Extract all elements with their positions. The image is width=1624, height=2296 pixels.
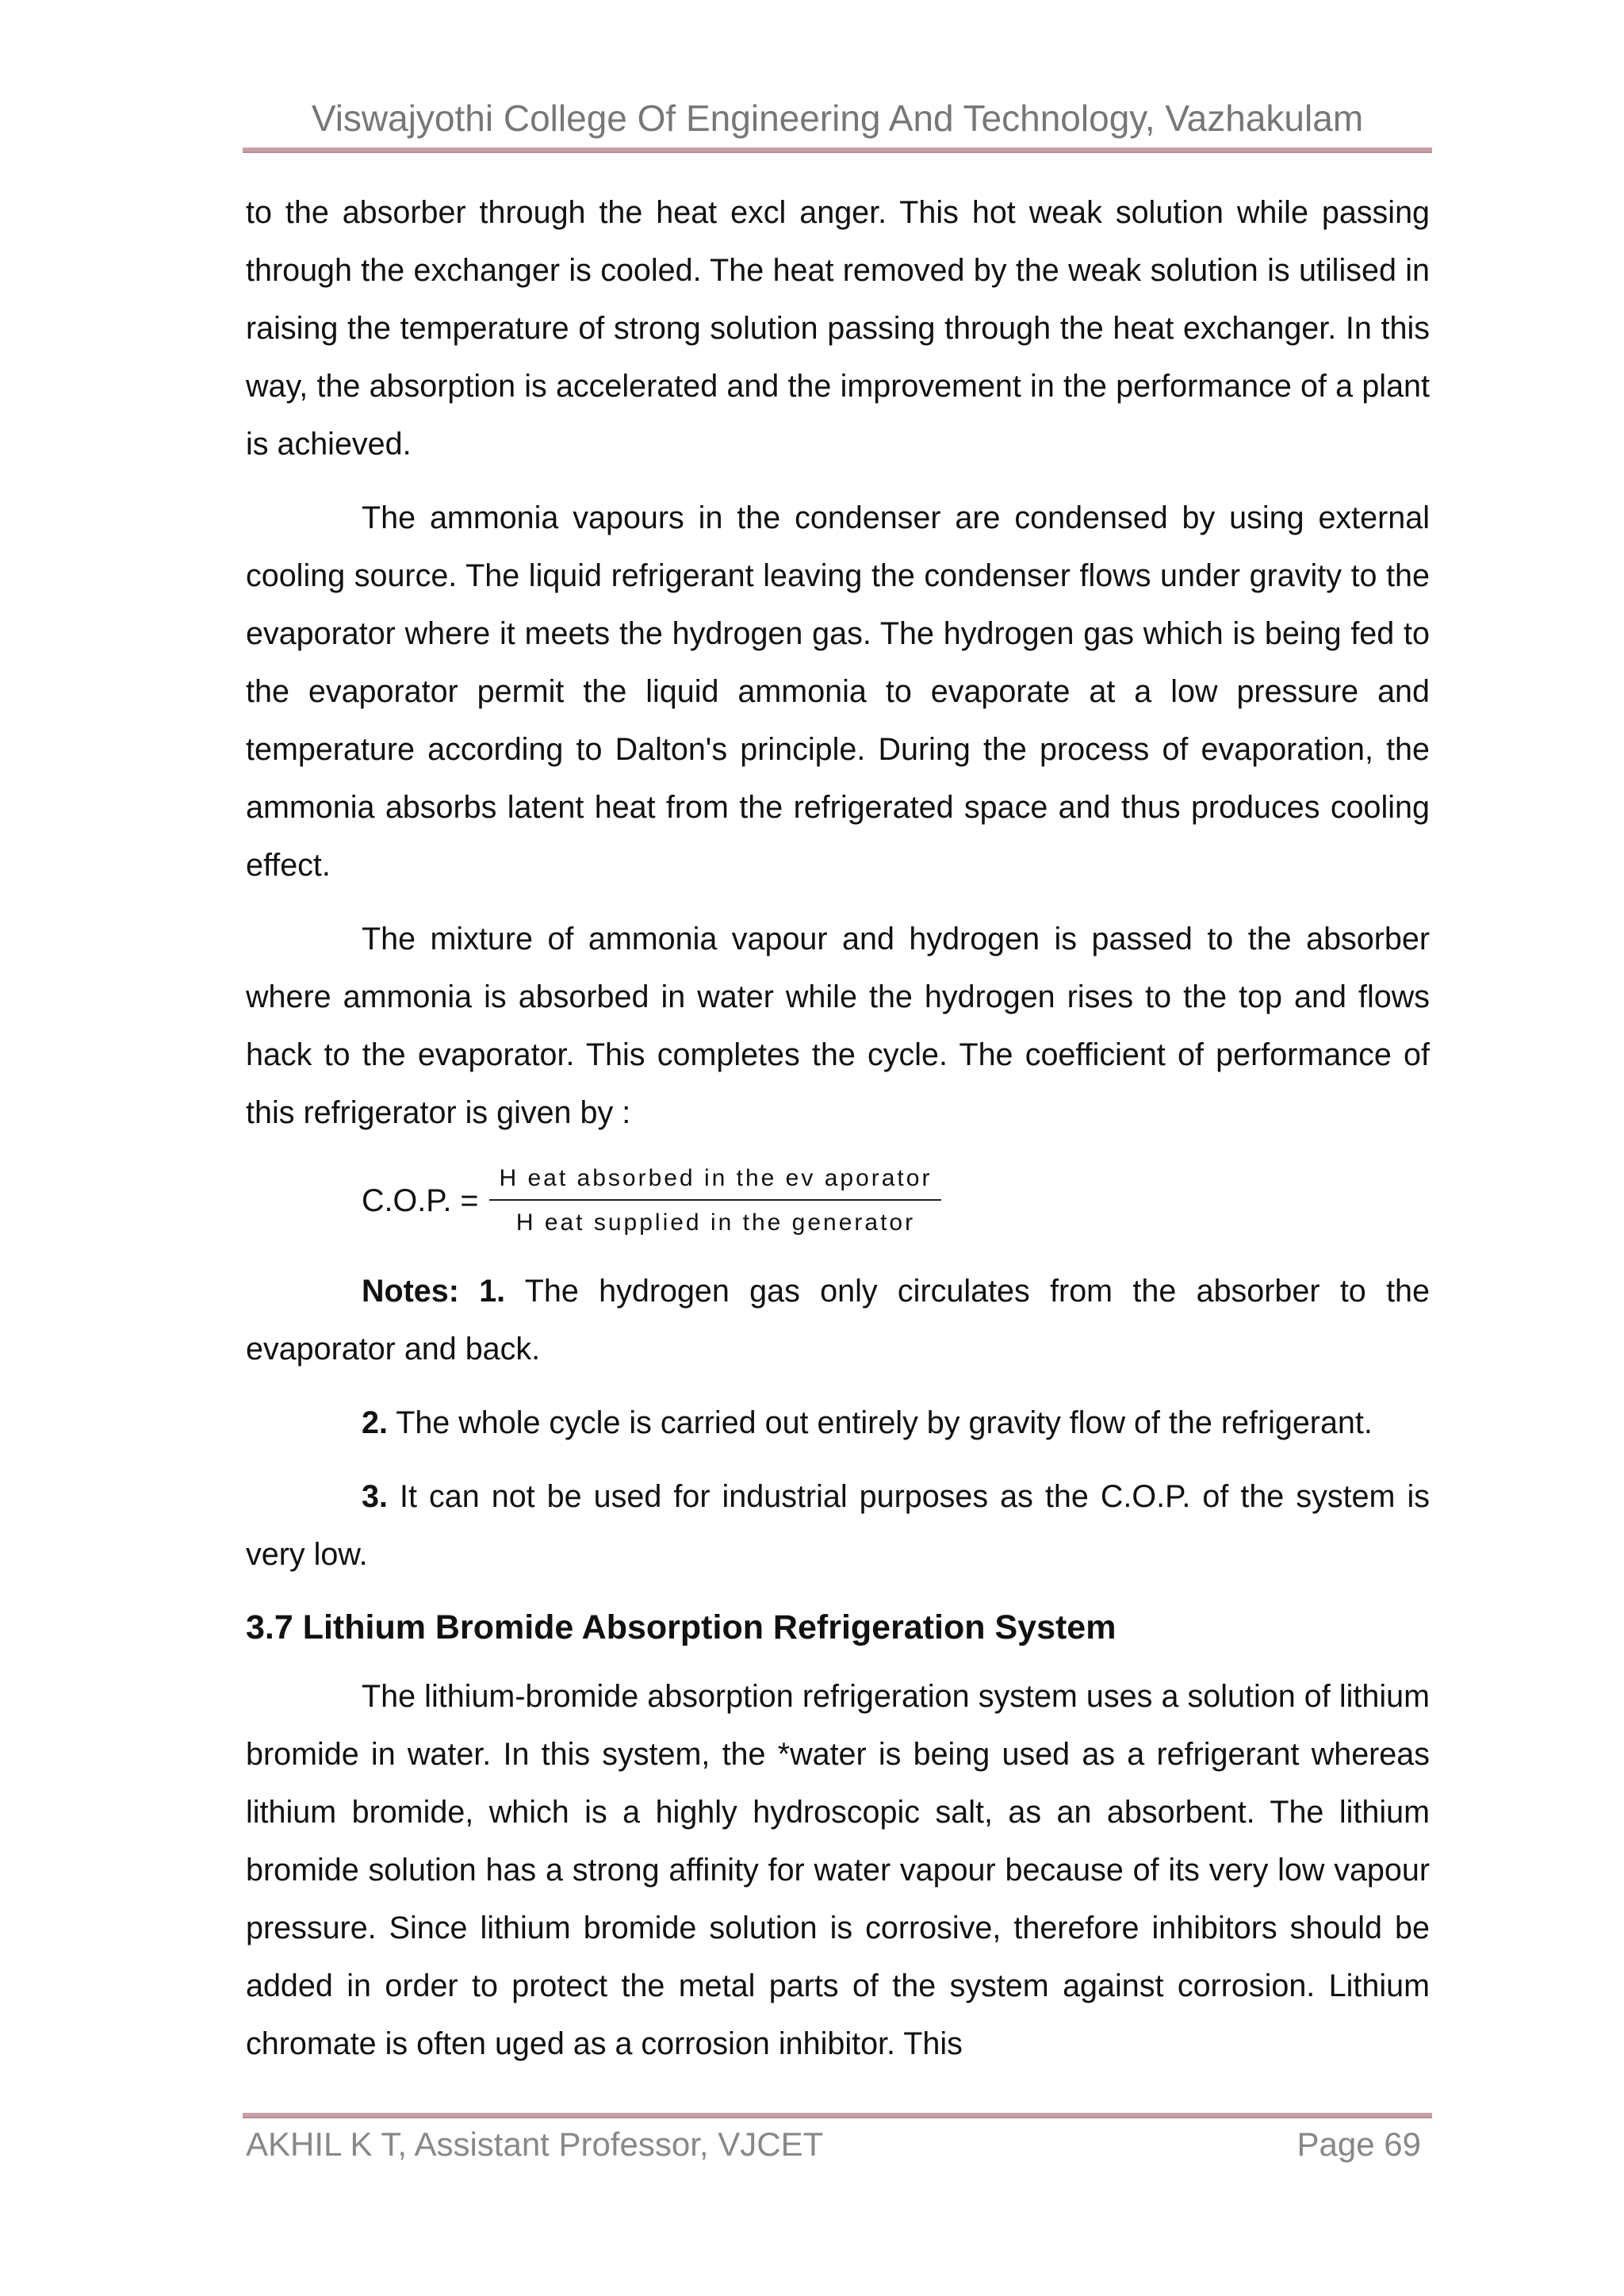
note-2 bbox=[246, 1394, 1430, 1452]
paragraph-condenser: The ammonia vapours in the condenser are condensed by using external cooling source. The liquid refrigerant leaving the condenser flows under gravity to the evaporator where it meets the hydrogen gas. The hydrogen gas which is being fed to the evaporator permit the liquid ammonia to evaporate at a low pressure and temperature according to Dalton's principle. During the process of evaporation, the ammonia absorbs latent heat from the refrigerated space and thus produces cooling effect. bbox=[246, 500, 1430, 883]
cop-formula bbox=[362, 1158, 1430, 1244]
page-footer bbox=[246, 2119, 1421, 2170]
note-1-text: The hydrogen gas only circulates from the absorber to the evaporator and back. bbox=[246, 1274, 1430, 1366]
note-3-label: 3. bbox=[362, 1479, 388, 1514]
paragraph-continuation: to the absorber through the heat excl anger. This hot weak solution while passing through the exchanger is cooled. The heat removed by the weak solution is utilised in raising the temperature of strong solution passing through the heat exchanger. In this way, the absorption is accelerated and the improvement in the performance of a plant is achieved. bbox=[246, 195, 1430, 462]
footer-author: AKHIL K T, Assistant Professor, VJCET bbox=[246, 2125, 824, 2163]
note-3-text: It can not be used for industrial purposes as the C.O.P. of the system is very low. bbox=[246, 1479, 1430, 1572]
footer-divider bbox=[243, 2113, 1432, 2118]
formula-numerator: H eat absorbed in the ev aporator bbox=[489, 1161, 941, 1201]
note-1-label: Notes: 1. bbox=[362, 1274, 506, 1309]
note-2-label: 2. bbox=[362, 1405, 388, 1440]
footer-page-number: Page 69 bbox=[1297, 2125, 1421, 2163]
section-heading: 3.7 Lithium Bromide Absorption Refrigeration System bbox=[246, 1608, 1116, 1646]
formula-denominator: H eat supplied in the generator bbox=[515, 1209, 916, 1236]
formula-lhs: C.O.P. = bbox=[362, 1182, 479, 1218]
note-3 bbox=[246, 1468, 1430, 1584]
page-body bbox=[246, 184, 1430, 2089]
note-1 bbox=[246, 1263, 1430, 1378]
header-divider bbox=[243, 148, 1432, 153]
formula-fraction bbox=[489, 1161, 941, 1240]
note-2-text: The whole cycle is carried out entirely by gravity flow of the refrigerant. bbox=[387, 1405, 1373, 1440]
paragraph-lithium-bromide: The lithium-bromide absorption refrigeration system uses a solution of lithium bromide in water. In this system, the *water is being used as a refrigerant whereas lithium bromide, which is a highly hydroscopic salt, as an absorbent. The lithium bromide solution has a strong affinity for water vapour because of its very low vapour pressure. Since lithium bromide solution is corrosive, therefore inhibitors should be added in order to protect the metal parts of the system against corrosion. Lithium chromate is often uged as a corrosion inhibitor. This bbox=[246, 1679, 1430, 2061]
paragraph-absorber: The mixture of ammonia vapour and hydrogen is passed to the absorber where ammonia is absorbed in water while the hydrogen rises to the top and flows hack to the evaporator. This completes the cycle. The coefficient of performance of this refrigerator is given by : bbox=[246, 922, 1430, 1130]
page-header-title: Viswajyothi College Of Engineering And Technology, Vazhakulam bbox=[311, 98, 1364, 139]
